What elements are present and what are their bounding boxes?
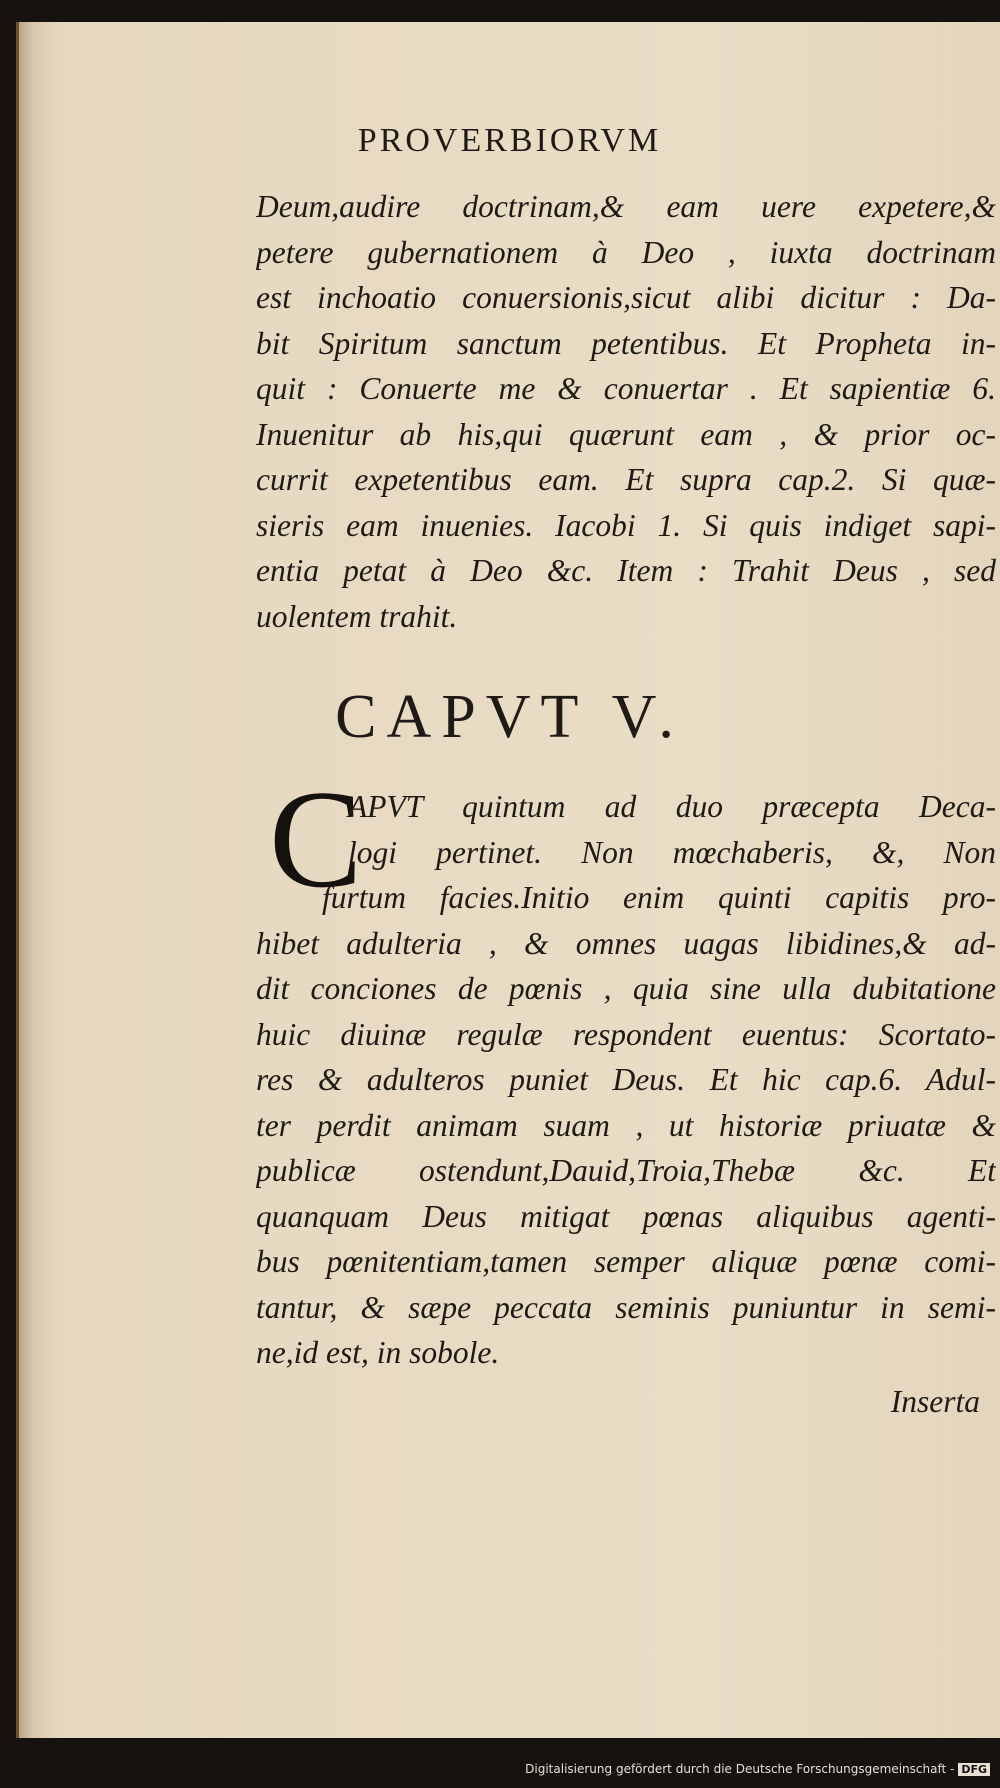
text-line: currit expetentibus eam. Et supra cap.2. Si quæ-	[256, 462, 996, 497]
text-line: furtum facies.Initio enim quinti capitis pro-	[322, 880, 996, 915]
text-line: tantur, & sæpe peccata seminis puniuntur in semi-	[256, 1289, 996, 1325]
text-line: ter perdit animam suam , ut historiæ priuatæ &	[256, 1107, 996, 1143]
text-line: hibet adulteria , & omnes uagas libidines,& ad-	[256, 925, 996, 961]
running-head: PROVERBIORVM	[357, 122, 662, 159]
chapter-title: CAPVT V.	[335, 683, 684, 751]
text-line: entia petat à Deo &c. Item : Trahit Deus , sed	[256, 553, 996, 588]
text-line: res & adulteros puniet Deus. Et hic cap.6. Adul-	[256, 1062, 996, 1097]
text-line: sieris eam inuenies. Iacobi 1. Si quis indiget sapi-	[256, 507, 996, 543]
text-line: dit conciones de pœnis , quia sine ulla dubitatione	[256, 971, 996, 1006]
text-line: Deum,audire doctrinam,& eam uere expetere,&	[256, 189, 996, 224]
text-line: Inuenitur ab his,qui quærunt eam , & prior oc-	[256, 416, 996, 452]
text-line: ne,id est, in sobole.	[256, 1335, 500, 1370]
text-line: APVT quintum ad duo præcepta Deca-	[348, 789, 996, 824]
text-line: bus pœnitentiam,tamen semper aliquæ pœnæ comi-	[256, 1244, 996, 1279]
chapter-text	[256, 784, 996, 1376]
credit-text: Digitalisierung gefördert durch die Deutsche Forschungsgemeinschaft -	[525, 1762, 955, 1776]
text-line: bit Spiritum sanctum petentibus. Et Propheta in-	[256, 325, 996, 361]
digitization-credit	[525, 1762, 990, 1776]
drop-cap-initial: C	[269, 762, 363, 917]
text-line: quit : Conuerte me & conuertar . Et sapientiæ 6.	[256, 371, 996, 406]
text-line: uolentem trahit.	[256, 598, 458, 634]
text-line: est inchoatio conuersionis,sicut alibi dicitur : Da-	[256, 280, 996, 315]
text-line: publicæ ostendunt,Dauid,Troia,Thebæ &c. Et	[256, 1153, 996, 1188]
text-line: logi pertinet. Non mœchaberis, &, Non	[348, 834, 996, 870]
text-line: huic diuinæ regulæ respondent euentus: Scortato-	[256, 1016, 996, 1052]
book-page	[16, 22, 1000, 1738]
dfg-logo: DFG	[958, 1763, 990, 1776]
catchword: Inserta	[890, 1384, 980, 1419]
text-line: quanquam Deus mitigat pœnas aliquibus agenti-	[256, 1198, 996, 1234]
continued-text	[256, 184, 996, 639]
text-line: petere gubernationem à Deo , iuxta doctrinam	[256, 234, 996, 270]
